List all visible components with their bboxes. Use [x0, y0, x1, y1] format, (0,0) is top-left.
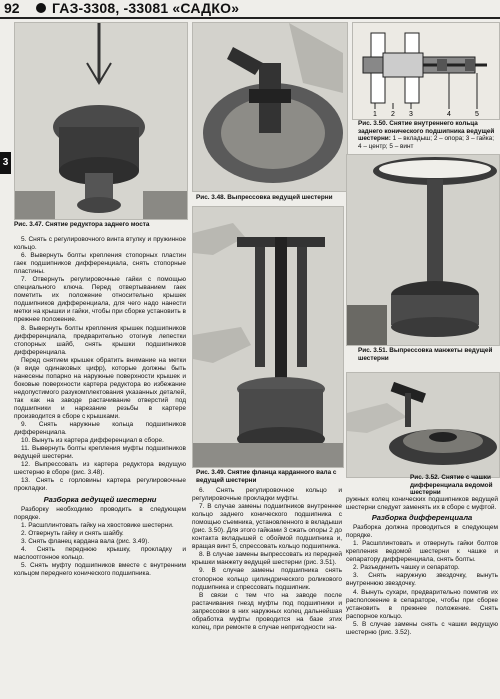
paragraph: 9. В случае замены подшипника снять стопорное кольцо цилиндрического роликового подшипника и спрессовать подшипник. [192, 567, 342, 591]
ring-gear-removal-illustration [347, 373, 499, 477]
bullet-icon [36, 3, 46, 13]
figure-3-51-number: Рис. 3.51. [358, 347, 388, 354]
figure-3-51-title: Выпрессовка манжеты ведущей шестерни [358, 347, 493, 362]
page-number: 92 [4, 0, 20, 16]
paragraph: 7. Отвернуть регулировочные гайки с помощью специального ключа. Перед отвертыванием гаек пометить их положение относительно крышек подшипников дифференциала, для чего надо нанести метки на крышки и гайки, чтобы при сборке установить в прежнее положение. [14, 276, 186, 324]
paragraph: ружных колец конических подшипников ведущей шестерни следует заменять их в сборе с муфтой. [346, 496, 498, 512]
paragraph: 4. Вынуть сухари, предварительно пометив их расположение в сепараторе, чтобы при сборке установить в прежнее положение. Снять распорное кольцо. [346, 588, 498, 620]
figure-3-47-photo [14, 22, 188, 220]
text-column-1 [14, 236, 186, 578]
section-tab: 3 [0, 152, 11, 174]
flange-puller-illustration [193, 207, 343, 467]
paragraph: Разборка должна проводиться в следующем порядке. [346, 524, 498, 540]
paragraph: 5. В случае замены снять с чашки ведущую шестерню (рис. 3.52). [346, 620, 498, 636]
figure-3-48-title: Выпрессовка ведущей шестерни [227, 194, 333, 201]
figure-3-50-legend: 1 – вкладыш; 2 – опора; 3 – гайка; 4 – центр; 5 – винт [358, 135, 494, 150]
paragraph: В связи с тем что на заводе после растачивания гнезд муфты под подшипники и запрессовки в них наружных колец дальнейшая обработка муфты проводится на базе этих колец, при ремонте в случае непригодности на- [192, 591, 342, 631]
figure-3-49-number: Рис. 3.49. [196, 469, 226, 476]
axle-reducer-lifting-illustration [15, 23, 187, 219]
figure-3-52-photo [346, 372, 500, 478]
callout-3: 3 [409, 111, 413, 118]
paragraph: 1. Расшплинтовать и отвернуть гайки болтов крепления ведомой шестерни к чашке и сепаратору дифференциала, снять болты. [346, 540, 498, 564]
paragraph: 11. Вывернуть болты крепления муфты подшипников ведущей шестерни. [14, 445, 186, 461]
page-header [0, 0, 500, 18]
paragraph: 2. Разъединить чашку и сепаратор. [353, 564, 460, 572]
figure-3-47-title: Снятие редуктора заднего моста [45, 221, 150, 228]
figure-3-50-caption [358, 120, 498, 150]
paragraph: 6. Вывернуть болты крепления стопорных пластин гаек подшипников дифференциала, снять стопорные пластины. [14, 252, 186, 276]
figure-3-52-title: Снятие с чашки дифференциала ведомой шестерни [410, 474, 493, 497]
paragraph: 3. Снять наружную звездочку, вынуть внутреннюю звездочку. [346, 572, 498, 588]
paragraph: 8. Вывернуть болты крепления крышек подшипников дифференциала, предварительно отогнув лепестки стопорных шайб, снять крышки подшипников дифференциала. [14, 324, 186, 356]
callout-4: 4 [447, 111, 451, 118]
paragraph: 6. Снять регулировочное кольцо и регулировочные прокладки муфты. [192, 487, 342, 503]
paragraph: 1. Расшплинтовать гайку на хвостовике шестерни. [21, 521, 174, 529]
paragraph: 12. Выпрессовать из картера редуктора ведущую шестерню в сборе (рис. 3.48). [14, 461, 186, 477]
paragraph: 3. Снять фланец кардана вала (рис. 3.49). [21, 537, 150, 545]
figure-3-52-number: Рис. 3.52. [410, 474, 440, 481]
paragraph: 8. В случае замены выпрессовать из передней крышки манжету ведущей шестерни (рис. 3.51). [192, 551, 342, 567]
header-rule [0, 17, 500, 19]
figure-3-49-title: Снятие фланца карданного вала с ведущей шестерни [196, 469, 337, 484]
figure-3-50-title: Снятие внутреннего кольца заднего конического подшипника ведущей шестерни: [358, 120, 495, 143]
bearing-puller-diagram [353, 23, 499, 119]
text-column-2 [192, 487, 342, 632]
paragraph: 10. Вынуть из картера дифференциал в сборе. [21, 437, 164, 445]
figure-3-47-number: Рис. 3.47. [14, 221, 44, 228]
figure-3-52-caption [410, 474, 498, 497]
running-title: ГАЗ-3308, -33081 «САДКО» [52, 0, 240, 16]
paragraph: 5. Снять с регулировочного винта втулку и пружинное кольцо. [14, 236, 186, 252]
callout-1: 1 [373, 111, 377, 118]
paragraph: Разборку необходимо проводить в следующем порядке. [14, 505, 186, 521]
figure-3-50-number: Рис. 3.50. [358, 120, 388, 127]
figure-3-51-photo [346, 154, 500, 346]
paragraph: 9. Снять наружные кольца подшипников дифференциала. [14, 421, 186, 437]
paragraph: 4. Снять переднюю крышку, прокладку и маслоотгонное кольцо. [14, 545, 186, 561]
figure-3-51-caption [358, 347, 498, 362]
callout-2: 2 [391, 111, 395, 118]
figure-3-47-caption [14, 221, 186, 229]
section-heading-pinion-disassembly: Разборка ведущей шестерни [43, 494, 157, 504]
pinion-pressing-illustration [193, 23, 347, 191]
figure-3-49-photo [192, 206, 344, 468]
figure-3-48-number: Рис. 3.48. [196, 194, 226, 201]
text-column-3 [346, 496, 498, 637]
figure-3-48-photo [192, 22, 348, 192]
paragraph: 7. В случае замены подшипников внутреннее кольцо заднего конического подшипника с помощью съемника, установленного в вкладыши (рис. 3.50). Для этого гайками 3 сжать опоры 2 до контакта вкладышей с обоймой подшипника и, вращая винт 5, спрессовать кольцо подшипника. [192, 503, 342, 551]
paragraph: Перед снятием крышек обратить внимание на метки (в виде одинаковых цифр), которые должны быть нанесены попарно на наружные поверхности крышек и боковые поверхности картера редуктора во избежание недопустимого разукомплектования указанных деталей, так как на заводе растачивание отверстий под подшипники и нарезание резьбы в картере производится в сборе с крышками. [14, 356, 186, 421]
callout-5: 5 [475, 111, 479, 118]
paragraph: 2. Отвернуть гайку и снять шайбу. [21, 529, 124, 537]
figure-3-48-caption [196, 194, 346, 202]
figure-3-50-drawing [352, 22, 500, 120]
section-heading-differential-disassembly: Разборка дифференциала [371, 513, 473, 523]
paragraph: 5. Снять муфту подшипников вместе с внутренним кольцом переднего конического подшипника. [14, 561, 186, 577]
figure-3-49-caption [196, 469, 344, 484]
paragraph: 13. Снять с горловины картера регулировочные прокладки. [14, 477, 186, 493]
seal-pressing-illustration [347, 155, 499, 345]
